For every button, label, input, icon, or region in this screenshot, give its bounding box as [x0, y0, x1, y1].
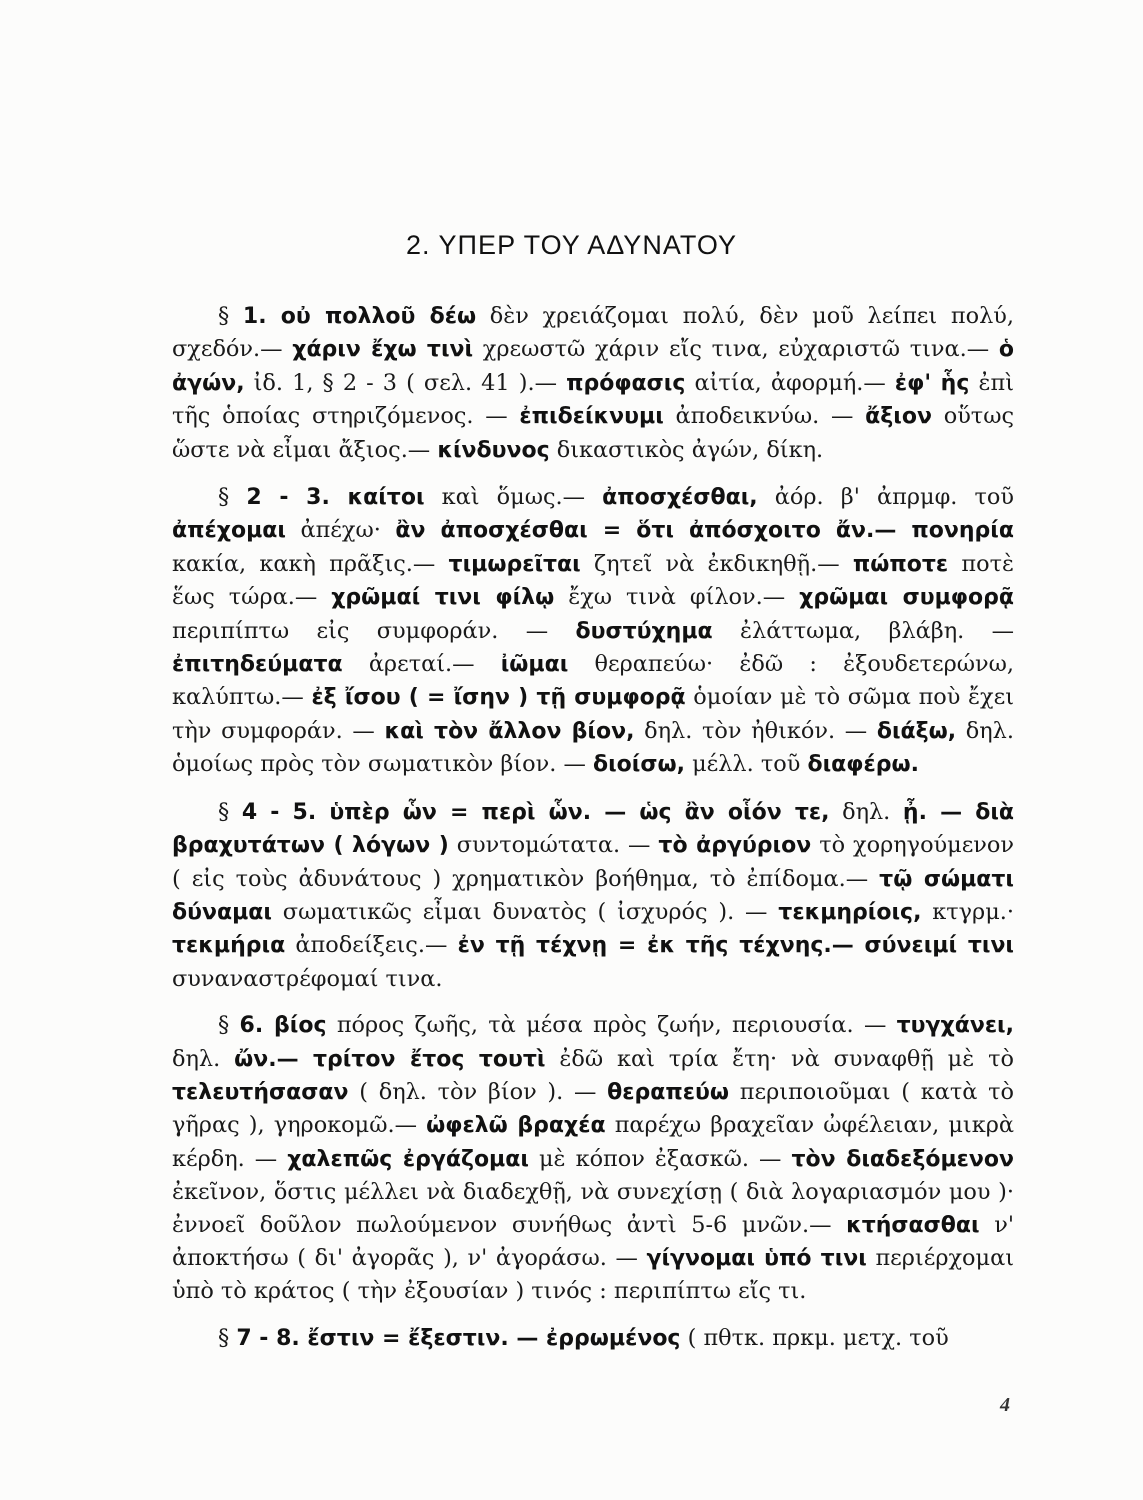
- gloss-text: δηλ. ὁμοίως πρὸς τὸν σωματικὸν βίον. —: [172, 717, 1014, 778]
- lemma-term: ἀπέχομαι: [172, 518, 286, 544]
- lemma-term: τῷ σώματι δύναμαι: [172, 866, 1014, 925]
- lemma-term: 6. βίος: [239, 1013, 327, 1039]
- gloss-text: κακία, κακὴ πρᾶξις.—: [172, 550, 449, 577]
- gloss-text: ( δηλ. τὸν βίον ). —: [348, 1078, 608, 1105]
- gloss-text: μὲ κόπον ἐξασκῶ. —: [528, 1145, 792, 1172]
- gloss-text: ὁμοίαν μὲ τὸ σῶμα ποὺ ἔχει τὴν συμφοράν. —: [172, 684, 1014, 744]
- gloss-text: συναναστρέφομαί τινα.: [172, 965, 443, 992]
- lemma-term: τεκμηρίοις,: [778, 899, 922, 925]
- page-number: 4: [1000, 1394, 1010, 1416]
- lemma-term: ἐπιτηδεύματα: [172, 652, 343, 678]
- gloss-text: δηλ.: [172, 1045, 235, 1072]
- gloss-text: ἀποδείξεις.—: [285, 932, 458, 959]
- lemma-term: ἐν τῇ τέχνῃ = ἐκ τῆς τέχνης.— σύνειμί τινι: [457, 933, 1014, 959]
- lemma-term: τιμωρεῖται: [448, 551, 581, 577]
- gloss-text: θεραπεύω· ἐδῶ : ἐξουδετερώνω, καλύπτω.—: [172, 651, 1014, 711]
- lemma-term: ἐξ ἴσου ( = ἴσην ) τῇ συμφορᾷ: [311, 685, 686, 711]
- lemma-term: 2 - 3. καίτοι: [246, 485, 425, 511]
- gloss-text: αἰτία, ἀφορμή.—: [685, 369, 895, 396]
- section-sign: §: [218, 1012, 230, 1039]
- lemma-term: ἄξιον: [865, 404, 932, 430]
- lemma-term: χρῶμαι συμφορᾷ: [799, 585, 1014, 611]
- gloss-text: χρεωστῶ χάριν εἴς τινα, εὐχαριστῶ τινα.—: [473, 336, 999, 363]
- commentary-paragraph: [172, 481, 1014, 782]
- lemma-term: τελευτήσασαν: [172, 1079, 349, 1105]
- lemma-term: δυστύχημα: [575, 618, 713, 644]
- lemma-term: ἐφ' ἧς: [894, 370, 970, 396]
- chapter-title: 2. ΥΠΕΡ ΤΟΥ ΑΔΥΝΑΤΟΥ: [406, 230, 737, 260]
- gloss-text: καὶ ὅμως.—: [424, 484, 603, 511]
- gloss-text: ( πθτκ. πρκμ. μετχ. τοῦ: [680, 1324, 949, 1351]
- gloss-text: ἀόρ. β' ἀπρμφ. τοῦ: [757, 484, 1014, 511]
- lemma-term: 7 - 8. ἔστιν = ἔξεστιν. — ἐρρωμένος: [236, 1325, 681, 1351]
- gloss-text: ἀπέχω·: [285, 517, 396, 544]
- lemma-term: κίνδυνος: [437, 437, 550, 463]
- commentary-paragraph: [172, 1322, 1014, 1355]
- commentary-paragraph: [172, 1009, 1014, 1308]
- gloss-text: ποτὲ ἕως τώρα.—: [172, 550, 1014, 611]
- gloss-text: συντομώτατα. —: [448, 832, 659, 859]
- lemma-term: διοίσω,: [592, 752, 685, 778]
- lemma-term: 4 - 5. ὑπὲρ ὧν = περὶ ὧν. — ὡς ἂν οἷόν τε,: [241, 799, 830, 825]
- gloss-text: ἐκεῖνον, ὅστις μέλλει νὰ διαδεχθῇ, νὰ συνεχίσῃ ( διὰ λογαριασμόν μου )· ἐννοεῖ δοῦλον πωλούμενον συνήθως ἀντὶ 5-6 μνῶν.—: [172, 1179, 1014, 1238]
- section-sign: §: [218, 798, 230, 825]
- section-sign: §: [218, 1324, 230, 1351]
- gloss-text: μέλλ. τοῦ: [684, 751, 808, 778]
- lemma-term: θεραπεύω: [607, 1079, 730, 1105]
- lemma-term: κτήσασθαι: [846, 1212, 980, 1238]
- gloss-text: ζητεῖ νὰ ἐκδικηθῇ.—: [580, 550, 853, 577]
- gloss-text: [229, 799, 242, 825]
- lemma-term: διάξω,: [876, 718, 957, 744]
- section-sign: §: [218, 303, 230, 329]
- lemma-term: ἀποσχέσθαι,: [602, 485, 758, 511]
- lemma-term: τὸν διαδεξόμενον: [791, 1146, 1014, 1172]
- section-sign: §: [218, 484, 230, 511]
- commentary-paragraph: [172, 796, 1014, 995]
- gloss-text: ἀποδεικνύω. —: [663, 403, 866, 430]
- lemma-term: ὁ ἀγών,: [172, 337, 1014, 396]
- gloss-text: τὸ χορηγούμενον ( εἰς τοὺς ἀδυνάτους ) χρηματικὸν βοήθημα, τὸ ἐπίδομα.—: [172, 832, 1015, 892]
- gloss-text: δὲν χρειάζομαι πολύ, δὲν μοῦ λείπει πολύ, σχεδόν.—: [172, 303, 1014, 363]
- lemma-term: γίγνομαι ὑπό τινι: [646, 1245, 867, 1271]
- lemma-term: διαφέρω.: [807, 752, 919, 778]
- gloss-text: ἀρεταί.—: [342, 651, 501, 678]
- lemma-term: τὸ ἀργύριον: [658, 833, 812, 859]
- gloss-text: δηλ.: [829, 798, 903, 825]
- lemma-term: καὶ τὸν ἄλλον βίον,: [384, 718, 635, 744]
- gloss-text: οὕτως ὥστε νὰ εἶμαι ἄξιος.—: [172, 403, 1014, 463]
- gloss-text: ἰδ. 1, § 2 - 3 ( σελ. 41 ).—: [244, 369, 567, 396]
- gloss-text: δικαστικὸς ἀγών, δίκη.: [549, 436, 824, 463]
- gloss-text: περιπίπτω εἰς συμφοράν. —: [172, 617, 576, 644]
- lemma-term: πρόφασις: [566, 370, 686, 396]
- gloss-text: παρέχω βραχεῖαν ὠφέλειαν, μικρὰ κέρδη. —: [172, 1112, 1014, 1172]
- gloss-text: περιποιοῦμαι ( κατὰ τὸ γῆρας ), γηροκομῶ.—: [172, 1078, 1014, 1139]
- gloss-text: δηλ. τὸν ἠθικόν. —: [634, 717, 877, 744]
- lemma-term: πώποτε: [852, 551, 949, 577]
- lemma-term: χρῶμαί τινι φίλῳ: [331, 585, 555, 611]
- commentary-body: [172, 300, 1014, 1369]
- lemma-term: χαλεπῶς ἐργάζομαι: [287, 1146, 529, 1172]
- lemma-term: τυγχάνει,: [896, 1013, 1014, 1039]
- gloss-text: πόρος ζωῆς, τὰ μέσα πρὸς ζωήν, περιουσία. —: [326, 1012, 897, 1039]
- lemma-term: ᾖ. — διὰ βραχυτάτων ( λόγων ): [172, 799, 1015, 859]
- gloss-text: ν' ἀποκτήσω ( δι' ἀγορᾶς ), ν' ἀγοράσω. —: [172, 1211, 1014, 1271]
- gloss-text: περιέρχομαι ὑπὸ τὸ κράτος ( τὴν ἐξουσίαν ) τινός : περιπίπτω εἴς τι.: [172, 1244, 1014, 1305]
- gloss-text: κτγρμ.·: [921, 898, 1015, 925]
- gloss-text: [229, 1012, 239, 1038]
- lemma-term: ἐπιδείκνυμι: [519, 404, 664, 430]
- lemma-term: 1. οὐ πολλοῦ δέω: [242, 304, 477, 329]
- gloss-text: [229, 303, 243, 329]
- gloss-text: ἐδῶ καὶ τρία ἔτη· νὰ συναφθῇ μὲ τὸ: [545, 1045, 1014, 1072]
- gloss-text: ἐλάττωμα, βλάβη. —: [712, 617, 1014, 644]
- lemma-term: ἂν ἀποσχέσθαι = ὅτι ἀπόσχοιτο ἄν.— πονηρία: [395, 518, 1014, 544]
- lemma-term: χάριν ἔχω τινὶ: [292, 337, 474, 363]
- gloss-text: σωματικῶς εἶμαι δυνατὸς ( ἰσχυρός ). —: [271, 898, 779, 925]
- lemma-term: ὠφελῶ βραχέα: [426, 1113, 606, 1139]
- gloss-text: [229, 484, 246, 510]
- gloss-text: ἔχω τινὰ φίλον.—: [554, 584, 800, 611]
- commentary-paragraph: [172, 300, 1014, 467]
- lemma-term: ὤν.— τρίτον ἔτος τουτὶ: [234, 1046, 546, 1072]
- lemma-term: τεκμήρια: [172, 933, 286, 959]
- gloss-text: ἐπὶ τῆς ὁποίας στηριζόμενος. —: [172, 369, 1014, 430]
- lemma-term: ἰῶμαι: [500, 652, 569, 678]
